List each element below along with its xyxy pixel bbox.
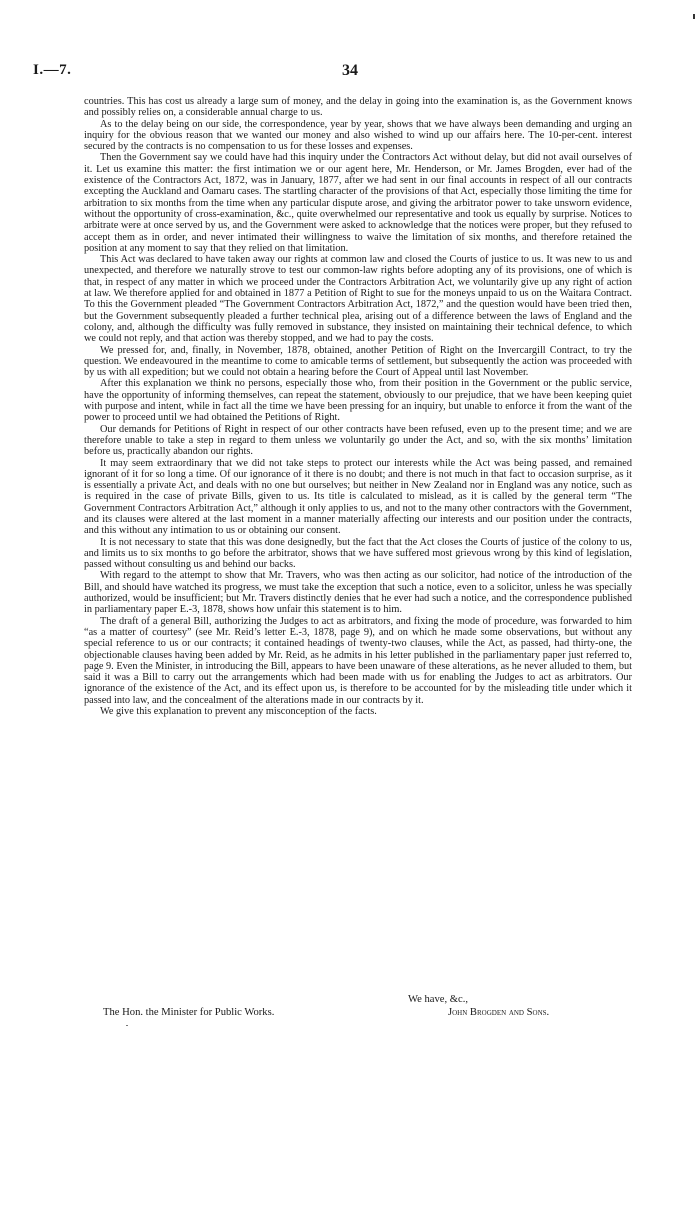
paragraph-9: It is not necessary to state that this was done designedly, but the fact that the Act closes the Courts of justice of the colony to us, and limits us to six months to go before the arbitrator, shows that we have suffered most grievous wrong by this kind of legislation, passed without consulting us and behind our backs. (84, 536, 632, 571)
paper-reference: I.—7. (33, 62, 72, 78)
paragraph-6: After this explanation we think no persons, especially those who, from their position in the Government or the public service, have the opportunity of informing themselves, can repeat the statement, obviously to our prejudice, that we have been keeping quiet with purpose and intent, while in fact all the time we have been pressing for an inquiry, but unable to enforce it from the want of the power to proceed until we had obtained the Petitions of Right. (84, 378, 632, 424)
paragraph-1: countries. This has cost us already a large sum of money, and the delay in going into the examination is, as the Government knows and possibly relies on, a considerable annual charge to us. (84, 96, 632, 119)
stray-mark (126, 1025, 128, 1026)
paragraph-5: We pressed for, and, finally, in November, 1878, obtained, another Petition of Right on the Invercargill Contract, to try the question. We endeavoured in the meantime to come to amicable terms of settlement, but subsequently the action was proceeded with by us with all expedition; but we could not obtain a hearing before the Court of Appeal until last November. (84, 344, 632, 379)
signature: John Brogden and Sons. (448, 1007, 550, 1018)
paragraph-3: Then the Government say we could have had this inquiry under the Contractors Act without delay, but did not avail ourselves of it. Let us examine this matter: the first intimation we or our agent here, Mr. Henderson, or Mr. James Brogden, ever had of the existence of the Contractors Act, 1872, was in January, 1877, after we had sent in our final accounts in respect of all our contracts excepting the Auckland and Oamaru cases. The startling character of the provisions of that Act, especially those limiting the time for arbitration to six months from the time when any particular dispute arose, and giving the arbitrator power to take unsworn evidence, without the opportunity of cross-examination, &c., quite overwhelmed our representative and took us equally by surprise. Notices to arbitrate were at once served by us, and the Government were asked to acknowledge that the notices were proper, but they refused to accept them as in order, and never intimated their willingness to waive the limitation of six months, and therefore retained the position at any moment to say that they relied on that limitation. (84, 152, 632, 254)
salutation: We have, &c., (408, 994, 469, 1005)
addressee: The Hon. the Minister for Public Works. (103, 1007, 275, 1018)
page-header (0, 62, 700, 82)
page-number: 34 (342, 62, 358, 79)
paragraph-12: We give this explanation to prevent any misconception of the facts. (100, 706, 377, 718)
paragraph-4: This Act was declared to have taken away our rights at common law and closed the Courts of justice to us. It was new to us and unexpected, and therefore we naturally strove to test our common-law rights before adopting any of its provisions, one of which is that, in respect of any matter in which we proceed under the Contractors Arbitration Act, we voluntarily give up any right of action at law. We therefore applied for and obtained in 1877 a Petition of Right to sue for the moneys unpaid to us on the Waitara Contract. To this the Government pleaded “The Government Contractors Arbitration Act, 1872,” and the question would have been tried then, but the Government subsequently pleaded a further technical plea, arising out of a difference between the laws of England and the colony, and, although the difficulty was fully removed in substance, they insisted on maintaining their technical defence, to which we could not reply, and that action was thereby stopped, and we had to pay the costs. (84, 254, 632, 345)
paragraph-11: The draft of a general Bill, authorizing the Judges to act as arbitrators, and fixing the mode of procedure, was forwarded to him “as a matter of courtesy” (see Mr. Reid’s letter E.-3, 1878, page 9), and on which he made some observations, but without any special reference to us or our contracts; it contained headings of twenty-two clauses, while the Act, as passed, had thirty-one, the objectionable clauses having been added by Mr. Reid, as he admits in his letter published in the parliamentary paper just referred to, page 9. Even the Minister, in introducing the Bill, appears to have been unaware of these alterations, as he never alluded to them, but said it was a Bill to carry out the arrangements which had been made with us for enabling the Judges to act as arbitrators. Our ignorance of the existence of the Act, and its effect upon us, is therefore to be accounted for by the misleading title under which it passed into law, and the concealment of the alterations made in our contracts by it. (84, 615, 632, 706)
paragraph-8: It may seem extraordinary that we did not take steps to protect our interests while the Act was being passed, and remained ignorant of it for so long a time. Of our ignorance of it there is no doubt; and there is not much in that fact to occasion surprise, as it is essentially a private Act, and deals with no one but ourselves; but neither in New Zealand nor in England was any notice, such as is required in the case of private Bills, given to us. Its title is calculated to mislead, as it is called by the general term “The Government Contractors Arbitration Act,” although it only applies to us, and not to the many other contractors with the Government, and its clauses were altered at the last moment in a manner materially affecting our interests and our position under the contracts, and this without any intimation to us or obtaining our consent. (84, 457, 632, 537)
document-body (84, 96, 632, 717)
paragraph-10: With regard to the attempt to show that Mr. Travers, who was then acting as our solicitor, had notice of the introduction of the Bill, and should have watched its progress, we must take the exception that such a notice, even to a solicitor, unless he was specially authorized, would be insufficient; but Mr. Travers distinctly denies that he ever had such a notice, and the correspondence published in parliamentary paper E.-3, 1878, shows how unfair this statement is to him. (84, 570, 632, 616)
paragraph-7: Our demands for Petitions of Right in respect of our other contracts have been refused, even up to the present time; and we are therefore unable to take a step in regard to them unless we voluntarily go under the Act, and so, with the six months’ limitation before us, practically abandon our rights. (84, 423, 632, 458)
paragraph-2: As to the delay being on our side, the correspondence, year by year, shows that we have always been demanding and urging an inquiry for the obvious reason that we wanted our money and also wished to wind up our affairs here. The 10-per-cent. interest secured by the contracts is no compensation to us for these losses and expenses. (84, 118, 632, 153)
page-edge-mark (693, 14, 695, 19)
